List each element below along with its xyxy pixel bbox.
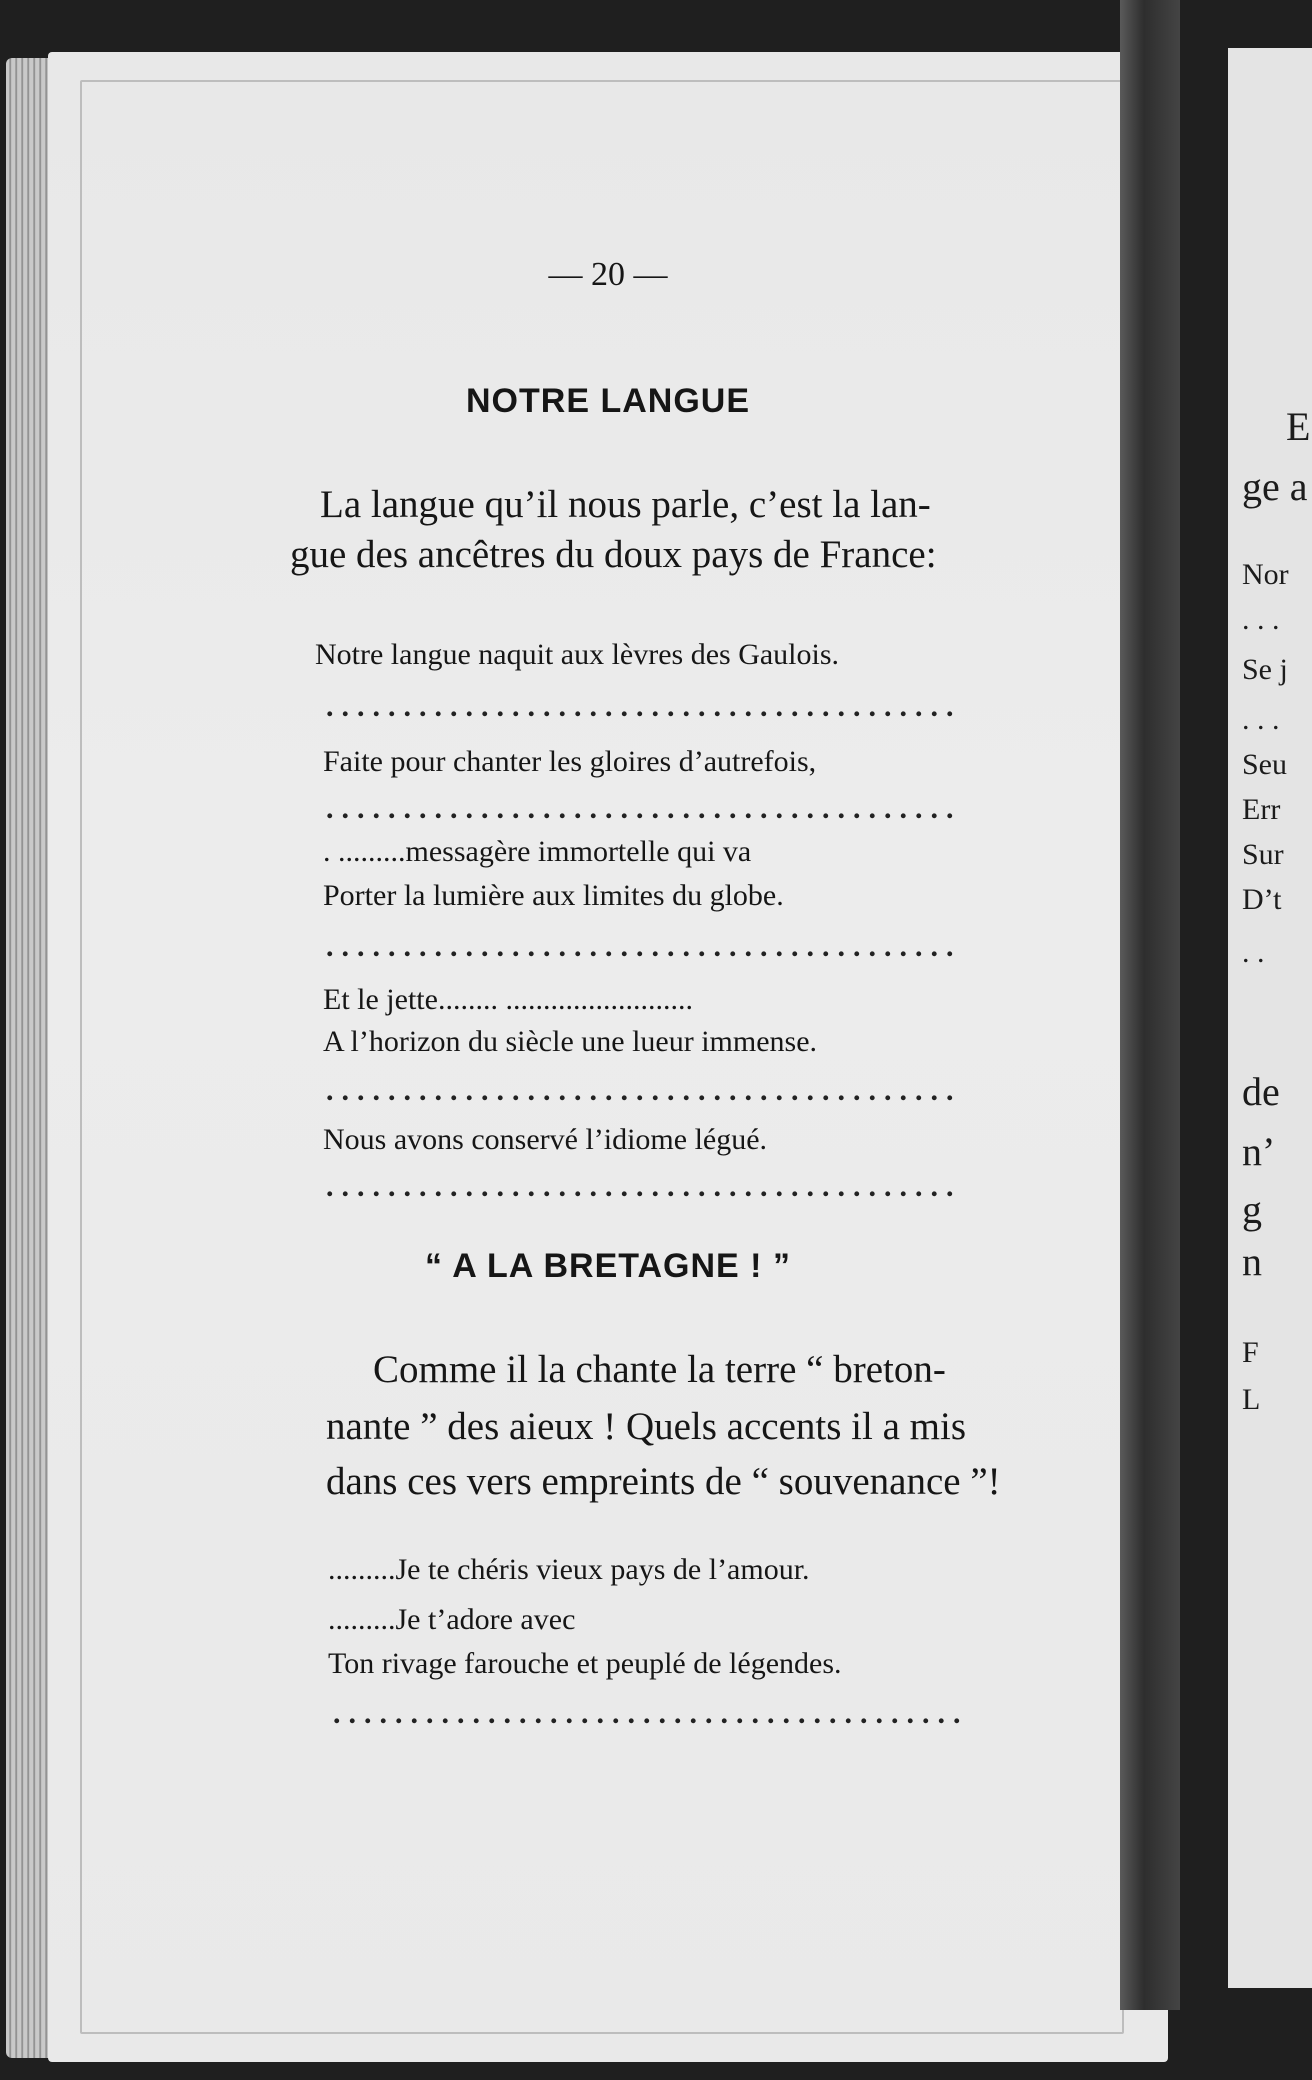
book-gutter (1120, 0, 1180, 2010)
facing-fragment: Err (1242, 793, 1281, 826)
facing-fragment: F (1242, 1336, 1259, 1369)
verse-line: Porter la lumière aux limites du globe. (323, 879, 784, 912)
book-page (48, 52, 1168, 2062)
facing-fragment: g (1242, 1187, 1262, 1232)
intro-line: Comme il la chante la terre “ breton- (373, 1348, 946, 1391)
intro-line: dans ces vers empreints de “ souvenance ”! (326, 1460, 1001, 1503)
facing-page-edge (1228, 48, 1312, 1988)
facing-fragment: . . . (1242, 703, 1280, 736)
facing-fragment: L (1242, 1383, 1261, 1416)
section-heading-notre-langue: NOTRE LANGUE (466, 382, 750, 420)
page-number: — 20 — (548, 256, 668, 293)
ellipsis-line: ......................................... (326, 1074, 962, 1107)
verse-line: Et le jette........ ......................... (323, 983, 693, 1016)
section-heading-a-la-bretagne: “ A LA BRETAGNE ! ” (425, 1247, 791, 1285)
verse-line: .........Je t’adore avec (328, 1603, 576, 1636)
verse-line: .........Je te chéris vieux pays de l’amour. (328, 1553, 810, 1586)
verse-line: Nous avons conservé l’idiome légué. (323, 1123, 768, 1156)
facing-fragment: Seu (1242, 748, 1287, 781)
intro-line: nante ” des aieux ! Quels accents il a mis (326, 1405, 967, 1448)
facing-fragment: de (1242, 1069, 1280, 1114)
ellipsis-line: ......................................... (333, 1697, 969, 1730)
verse-line: Ton rivage farouche et peuplé de légendes. (328, 1647, 842, 1680)
facing-fragment: E (1286, 404, 1311, 449)
verse-line: Notre langue naquit aux lèvres des Gaulois. (315, 638, 840, 671)
ellipsis-line: ......................................... (326, 1170, 962, 1203)
facing-fragment: . . (1242, 936, 1265, 969)
intro-line: gue des ancêtres du doux pays de France: (290, 533, 937, 576)
facing-fragment: n (1242, 1239, 1262, 1284)
ellipsis-line: ......................................... (326, 690, 962, 723)
ellipsis-line: ......................................... (326, 792, 962, 825)
verse-line: A l’horizon du siècle une lueur immense. (323, 1025, 818, 1058)
facing-fragment: D’t (1242, 883, 1282, 916)
facing-fragment: Sur (1242, 838, 1284, 871)
facing-fragment: Se j (1242, 653, 1288, 686)
verse-line: . .........messagère immortelle qui va (323, 835, 752, 868)
intro-line: La langue qu’il nous parle, c’est la lan- (320, 483, 931, 526)
facing-fragment: ge a (1242, 464, 1308, 509)
facing-fragment: n’ (1242, 1129, 1276, 1174)
ellipsis-line: ......................................... (326, 930, 962, 963)
facing-fragment: . . . (1242, 603, 1280, 636)
facing-fragment: Nor (1242, 558, 1289, 591)
verse-line: Faite pour chanter les gloires d’autrefois, (323, 745, 817, 778)
